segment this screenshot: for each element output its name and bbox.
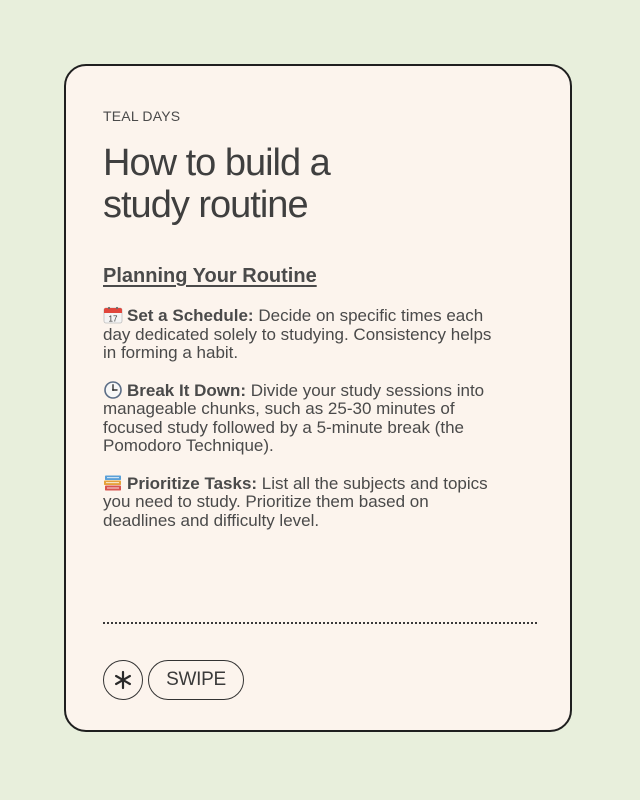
calendar-icon — [103, 306, 123, 324]
tip-label: Set a Schedule: — [127, 306, 254, 325]
tip-break-it-down — [103, 381, 493, 456]
tip-label: Prioritize Tasks: — [127, 473, 258, 493]
dotted-divider — [103, 622, 537, 624]
tip-text: Decide on specific times each day dedicated solely to studying. Consistency helps in forming a habit. — [103, 306, 492, 362]
books-icon — [103, 474, 123, 492]
brand-label: TEAL DAYS — [103, 108, 181, 124]
tip-text: Divide your study sessions into manageable chunks, such as 25-30 minutes of focused study followed by a 5-minute break (the Pomodoro Technique). — [103, 380, 485, 455]
tip-text: List all the subjects and topics you need to study. Prioritize them based on deadlines and difficulty level. — [103, 473, 488, 530]
section-heading: Planning Your Routine — [103, 265, 317, 287]
slide-card — [64, 64, 572, 732]
asterisk-button[interactable] — [103, 660, 143, 700]
clock-icon — [103, 381, 123, 399]
title-line-2: study routine — [103, 184, 308, 226]
tip-set-schedule — [103, 306, 493, 363]
tip-label: Break It Down: — [127, 380, 247, 400]
asterisk-icon — [113, 670, 133, 690]
title-line-1: How to build a — [103, 142, 330, 184]
page-title — [103, 142, 330, 226]
tips-list — [103, 306, 493, 548]
swipe-button[interactable] — [148, 660, 244, 700]
tip-prioritize-tasks — [103, 474, 493, 531]
swipe-label: SWIPE — [166, 669, 226, 690]
calendar-day: 17 — [108, 314, 118, 324]
